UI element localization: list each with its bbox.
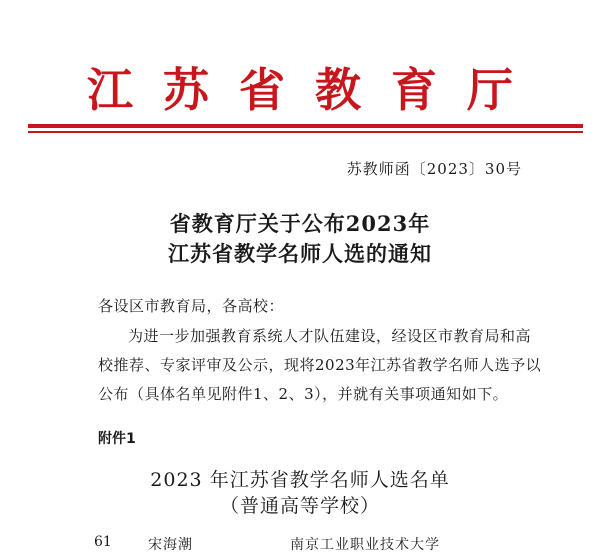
body-line: 校推荐、专家评审及公示，现将2023年江苏省教学名师人选予以: [98, 356, 542, 374]
document-title-line-1: 省教育厅关于公布2023年: [169, 211, 431, 236]
document-number: 苏教师函〔2023〕30号: [346, 160, 522, 178]
addressee: 各设区市教育局，各高校：: [98, 297, 285, 315]
document-title-line-2: 江苏省教学名师人选的通知: [168, 241, 432, 266]
letterhead-rule-thin: [28, 131, 583, 133]
row-organization: 南京工业职业技术大学: [290, 537, 440, 553]
body-line: 公布（具体名单见附件1、2、3），并就有关事项通知如下。: [98, 385, 509, 403]
attachment-label: 附件1: [98, 431, 136, 447]
list-title-line-2: （普通高等学校）: [219, 495, 380, 517]
row-number: 61: [94, 534, 112, 550]
list-title-line-1: 2023 年江苏省教学名师人选名单: [150, 469, 450, 491]
body-paragraph: [98, 322, 558, 409]
letterhead-rule-thick: [28, 124, 583, 128]
row-name: 宋海潮: [148, 537, 193, 553]
body-line: 为进一步加强教育系统人才队伍建设，经设区市教育局和高: [128, 327, 532, 345]
letterhead-org-name: 江苏省教育厅: [87, 63, 543, 117]
